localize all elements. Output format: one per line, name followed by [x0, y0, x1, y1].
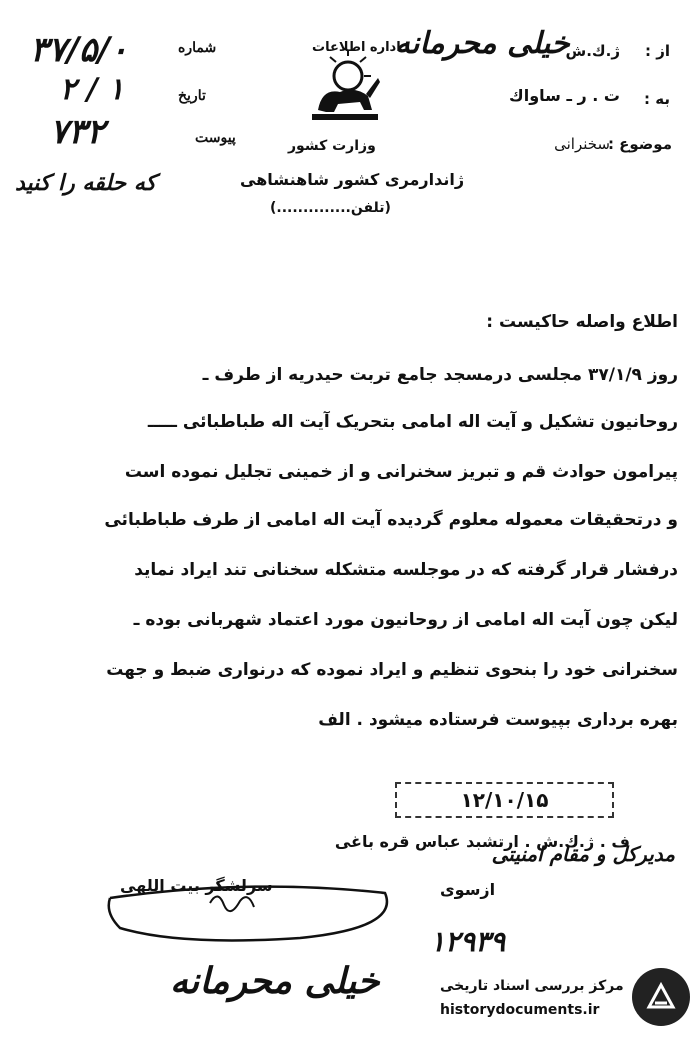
from-value: ژ.ك.ش — [565, 42, 620, 60]
body-line-8: بهره برداری بپیوست فرستاده میشود . الف — [318, 710, 678, 730]
from-office-label: ازسوی — [440, 880, 496, 899]
body-line-1: روز ۳۷/۱/۹ مجلسی درمسجد جامع تربت حیدریه از طرف ـ — [202, 365, 678, 385]
signature-line-2: سرلشگر بیت اللهی — [120, 876, 273, 895]
salutation: اطلاع واصله حاکیست : — [486, 312, 678, 332]
watermark-title: مرکز بررسی اسناد تاریخی — [440, 978, 624, 994]
watermark-url: historydocuments.ir — [440, 1002, 600, 1018]
date-value: ۲ / ۱ — [60, 72, 125, 107]
body-line-3: پیرامون حوادث قم و تبریز سخنرانی و از خمینی تجلیل نموده است — [124, 462, 678, 482]
number-value: ۳۷/۵/۰ — [30, 30, 128, 70]
signature-loop-icon — [100, 868, 400, 948]
number-label: شماره — [178, 40, 217, 56]
to-value: ت . ر ـ ساواك — [509, 86, 620, 105]
handwritten-classification-bottom: خیلی محرمانه — [170, 960, 380, 1002]
handwritten-margin-note: که حلقه را کنید — [15, 170, 157, 196]
phone-line: (تلفن..............) — [270, 200, 391, 216]
date-stamp — [395, 782, 614, 818]
body-line-6: لیکن چون آیت اله امامی از روحانیون مورد اعتماد شهربانی بوده ـ — [133, 610, 678, 630]
ministry-name: وزارت کشور — [288, 138, 376, 154]
archive-logo-icon — [632, 968, 690, 1026]
info-dept-box: اداره اطلاعات — [312, 40, 401, 55]
date-label: تاریخ — [178, 88, 206, 104]
body-line-2: روحانیون تشکیل و آیت اله امامی بتحریک آیت اله طباطبائی ـــــ — [147, 412, 678, 432]
organization-name: ژاندارمری کشور شاهنشاهی — [240, 170, 465, 189]
body-line-5: درفشار قرار گرفته که در موجلسه متشکله سخنانی تند ایراد نماید — [134, 560, 678, 580]
from-label: از : — [645, 42, 670, 60]
signature-line-1: ف . ژ.ك.ش . ارتشبد عباس قره باغی — [334, 832, 630, 851]
date-stamp-text: ۱۲/۱۰/۱۵ — [460, 788, 549, 812]
to-label: به : — [644, 90, 670, 108]
attach-label: پیوست — [195, 130, 236, 146]
body-line-7: سخنرانی خود را بنحوی تنظیم و ایراد نموده که درنواری ضبط و جهت — [106, 660, 678, 680]
handwritten-classification-top: خیلی محرمانه — [395, 26, 570, 61]
handwritten-signature-note: مدیرکل و مقام امنیتی — [491, 842, 675, 866]
subject-value: سخنرانی — [554, 135, 610, 153]
lion-sun-emblem-icon — [300, 48, 390, 128]
attach-value: ۷۳۲ — [50, 112, 105, 152]
registration-number: ۱۲۹۳۹ — [430, 925, 506, 958]
subject-label: موضوع : — [607, 135, 672, 153]
body-line-4: و درتحقیقات معموله معلوم گردیده آیت اله امامی از طرف طباطبائی — [104, 510, 678, 530]
